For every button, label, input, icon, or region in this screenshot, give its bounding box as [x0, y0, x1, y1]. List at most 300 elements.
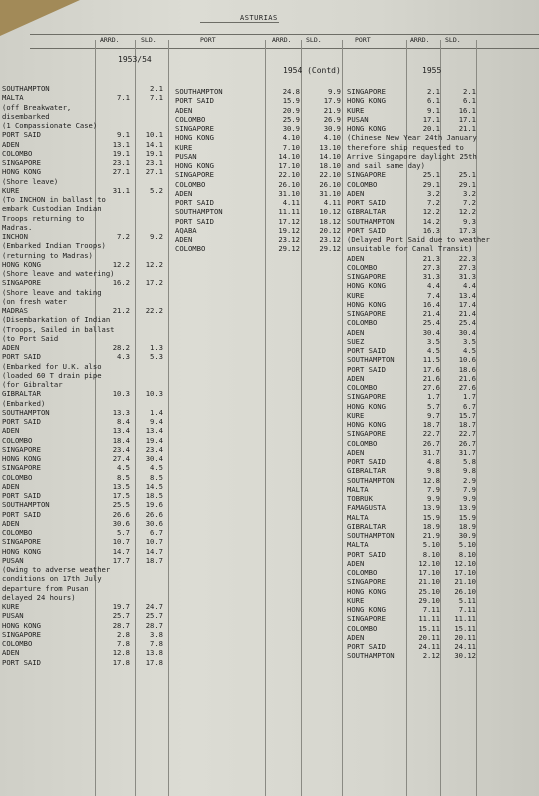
- sailed-date: 7.2: [463, 198, 476, 207]
- schedule-row: [347, 420, 490, 429]
- arrived-date: 31.10: [278, 188, 300, 198]
- schedule-row: [175, 152, 341, 161]
- arrived-date: 27.3: [422, 262, 440, 272]
- schedule-row: [347, 87, 490, 96]
- arrived-date: 13.5: [112, 481, 130, 491]
- schedule-row: [175, 143, 341, 152]
- port-name: COLOMBO: [2, 435, 33, 445]
- arrived-date: [405, 152, 440, 161]
- arrived-date: 2.12: [422, 651, 440, 661]
- schedule-row: [347, 244, 490, 253]
- remark-text: (on fresh water: [2, 296, 67, 306]
- sailed-date: 15.7: [458, 410, 476, 420]
- port-name: MALTA: [347, 484, 369, 494]
- sailed-date: 14.5: [145, 481, 163, 491]
- schedule-row: [2, 491, 163, 500]
- arrived-date: 14.2: [422, 216, 440, 226]
- schedule-row: [2, 297, 163, 306]
- voyage-column-3: [347, 87, 490, 661]
- sailed-date: 18.9: [458, 521, 476, 531]
- port-name: MALTA: [347, 512, 369, 522]
- arrived-date: 15.11: [418, 623, 440, 633]
- port-name: PORT SAID: [347, 364, 386, 374]
- remark-text: (Shore leave): [2, 176, 59, 186]
- schedule-row: [347, 540, 490, 549]
- sailed-date: 22.7: [458, 429, 476, 439]
- remark-text: conditions on 17th July: [2, 574, 102, 584]
- remark-text: (Embarked Indian Troops): [2, 241, 106, 251]
- arrived-date: 22.10: [278, 170, 300, 180]
- port-name: Madras.: [2, 222, 33, 232]
- sailed-date: 7.1: [150, 93, 163, 103]
- port-name: ADEN: [2, 481, 20, 491]
- schedule-row: [347, 614, 490, 623]
- schedule-row: [2, 130, 163, 139]
- arrived-date: 16.2: [112, 278, 130, 288]
- port-name: ADEN: [347, 188, 365, 198]
- port-name: COLOMBO: [347, 383, 378, 392]
- sailed-date: 24.11: [454, 642, 476, 651]
- sailed-date: 6.1: [463, 96, 476, 106]
- remark-text: (Shore leave and watering): [2, 269, 115, 278]
- sailed-date: 13.10: [319, 142, 341, 152]
- arrived-date: 20.1: [422, 124, 440, 133]
- schedule-row: [2, 251, 163, 260]
- sailed-date: 30.4: [145, 454, 163, 463]
- arrived-date: 27.1: [112, 167, 130, 177]
- port-name: HONG KONG: [347, 605, 386, 614]
- port-name: SINGAPORE: [2, 158, 41, 167]
- schedule-row: [347, 106, 490, 115]
- arrived-date: 31.3: [422, 272, 440, 281]
- schedule-row: [2, 565, 163, 574]
- schedule-row: [175, 96, 341, 105]
- schedule-row: [347, 596, 490, 605]
- port-name: COLOMBO: [175, 114, 206, 124]
- port-name: ADEN: [347, 373, 365, 383]
- schedule-row: [347, 143, 490, 152]
- port-name: COLOMBO: [2, 148, 33, 158]
- schedule-row: [2, 445, 163, 454]
- arrived-date: [90, 223, 130, 232]
- sailed-date: 1.3: [150, 343, 163, 352]
- arrived-date: 25.10: [418, 586, 440, 596]
- sailed-date: 27.3: [458, 262, 476, 272]
- remark-text: delayed 24 hours): [2, 592, 76, 602]
- port-name: PUSAN: [2, 611, 24, 621]
- port-name: PORT SAID: [347, 225, 386, 235]
- schedule-row: [2, 241, 163, 250]
- sailed-date: 26.9: [323, 114, 341, 124]
- sailed-date: 19.6: [145, 500, 163, 510]
- sailed-date: 4.10: [323, 133, 341, 143]
- sailed-date: 15.9: [458, 512, 476, 522]
- port-name: HONG KONG: [2, 546, 41, 556]
- port-name: GIBRALTAR: [347, 207, 386, 217]
- sailed-date: 12.2: [145, 259, 163, 269]
- port-name: KURE: [347, 595, 365, 605]
- sailed-date: 30.4: [458, 327, 476, 337]
- port-name: SINGAPORE: [2, 463, 41, 473]
- schedule-row: [2, 658, 163, 667]
- schedule-row: [2, 547, 163, 556]
- port-name: SOUTHAMPTON: [347, 651, 395, 661]
- schedule-row: [2, 408, 163, 417]
- arrived-date: 23.1: [112, 158, 130, 167]
- schedule-row: [347, 272, 490, 281]
- arrived-date: 12.10: [418, 558, 440, 568]
- sailed-date: 24.7: [145, 602, 163, 611]
- port-name: ADEN: [2, 648, 20, 658]
- sailed-date: 12.2: [458, 207, 476, 217]
- sailed-date: 18.6: [458, 364, 476, 374]
- sailed-date: 9.8: [463, 466, 476, 476]
- schedule-row: [347, 254, 490, 263]
- port-name: PORT SAID: [347, 642, 386, 651]
- arrived-date: 14.10: [278, 151, 300, 161]
- arrived-date: 21.4: [422, 309, 440, 318]
- schedule-row: [2, 149, 163, 158]
- schedule-row: [2, 371, 163, 380]
- sailed-date: 18.7: [458, 420, 476, 429]
- arrived-date: 11.5: [422, 355, 440, 365]
- schedule-row: [347, 392, 490, 401]
- arrived-date: 1.7: [427, 392, 440, 402]
- schedule-row: [175, 133, 341, 142]
- sailed-date: 2.1: [463, 87, 476, 96]
- port-name: ADEN: [347, 632, 365, 642]
- sailed-date: 20.12: [319, 225, 341, 235]
- schedule-row: [2, 343, 163, 352]
- sailed-date: 17.3: [458, 225, 476, 235]
- schedule-row: [347, 448, 490, 457]
- arrived-date: 8.5: [117, 472, 130, 482]
- arrived-date: 9.8: [427, 466, 440, 476]
- sailed-date: 17.2: [145, 278, 163, 288]
- sailed-date: 23.1: [145, 158, 163, 167]
- port-name: PORT SAID: [2, 130, 41, 140]
- schedule-row: [2, 84, 163, 93]
- port-name: FAMAGUSTA: [347, 503, 386, 513]
- schedule-row: [347, 476, 490, 485]
- sailed-date: 13.8: [145, 648, 163, 658]
- remark-text: departure from Pusan: [2, 583, 89, 593]
- sailed-date: 7.9: [463, 484, 476, 494]
- arrived-date: 23.12: [278, 235, 300, 244]
- remark-text: (Embarked for U.K. also: [2, 361, 102, 371]
- schedule-row: [347, 633, 490, 642]
- sailed-date: 29.12: [319, 244, 341, 254]
- arrived-date: 5.7: [427, 401, 440, 411]
- arrived-date: 24.11: [418, 642, 440, 651]
- schedule-row: [175, 226, 341, 235]
- schedule-row: [2, 195, 163, 204]
- sailed-date: 14.1: [145, 139, 163, 149]
- schedule-row: [347, 383, 490, 392]
- sailed-date: 18.5: [145, 491, 163, 500]
- remark-text: (off Breakwater,: [2, 102, 72, 112]
- sailed-date: 26.7: [458, 438, 476, 448]
- schedule-row: [347, 115, 490, 124]
- arrived-date: 19.12: [278, 225, 300, 235]
- schedule-row: [347, 374, 490, 383]
- sailed-date: 2.9: [463, 475, 476, 485]
- arrived-date: 24.8: [282, 87, 300, 96]
- arrived-date: 7.9: [427, 484, 440, 494]
- schedule-row: [347, 263, 490, 272]
- sailed-date: 10.7: [145, 537, 163, 547]
- schedule-row: [347, 466, 490, 475]
- port-name: SOUTHAMPTON: [347, 216, 395, 226]
- schedule-row: [2, 574, 163, 583]
- schedule-row: [347, 189, 490, 198]
- schedule-row: [347, 318, 490, 327]
- sailed-date: 25.7: [145, 611, 163, 621]
- arrived-date: 18.4: [112, 435, 130, 445]
- port-name: INCHON: [2, 232, 28, 241]
- arrived-date: 17.5: [112, 491, 130, 500]
- arrived-date: 10.7: [112, 537, 130, 547]
- sailed-date: 4.4: [463, 281, 476, 291]
- port-name: SINGAPORE: [2, 629, 41, 639]
- arrived-date: 11.11: [418, 614, 440, 624]
- sailed-date: 21.6: [458, 373, 476, 383]
- schedule-row: [347, 494, 490, 503]
- port-name: SINGAPORE: [175, 170, 214, 180]
- arrived-date: 13.4: [112, 426, 130, 436]
- sailed-date: 11.11: [454, 614, 476, 624]
- arrived-date: 25.9: [282, 114, 300, 124]
- schedule-row: [347, 152, 490, 161]
- arrived-date: 17.12: [278, 216, 300, 226]
- arrived-date: 31.7: [422, 447, 440, 457]
- arrived-date: 27.4: [112, 454, 130, 463]
- port-name: Troops returning to: [2, 213, 85, 223]
- arrived-date: 4.8: [427, 457, 440, 466]
- arrived-date: 14.7: [112, 546, 130, 556]
- sailed-date: 14.10: [319, 151, 341, 161]
- arrived-date: 30.9: [282, 124, 300, 133]
- schedule-row: [2, 630, 163, 639]
- remark-text: therefore ship requested to: [347, 142, 464, 152]
- sailed-date: 4.5: [150, 463, 163, 473]
- sailed-date: 17.9: [323, 96, 341, 106]
- arrived-date: 30.4: [422, 327, 440, 337]
- schedule-row: [347, 587, 490, 596]
- port-name: PORT SAID: [175, 216, 214, 226]
- port-name: GIBRALTAR: [347, 466, 386, 476]
- arrived-date: 8.4: [117, 417, 130, 426]
- port-name: SINGAPORE: [347, 87, 386, 96]
- sailed-date: 31.3: [458, 272, 476, 281]
- arrived-date: 18.7: [422, 420, 440, 429]
- schedule-row: [2, 103, 163, 112]
- sailed-date: 30.9: [458, 531, 476, 540]
- schedule-row: [175, 198, 341, 207]
- year-label-col3: 1955: [422, 66, 442, 75]
- arrived-date: 7.8: [117, 639, 130, 648]
- port-name: ADEN: [347, 327, 365, 337]
- arrived-date: 28.2: [112, 343, 130, 352]
- port-name: SOUTHAMPTON: [175, 87, 223, 96]
- schedule-row: [347, 513, 490, 522]
- schedule-row: [347, 226, 490, 235]
- folded-corner: [0, 0, 80, 36]
- port-name: SINGAPORE: [175, 124, 214, 133]
- port-name: HONG KONG: [347, 96, 386, 106]
- remark-text: (Delayed Port Said due to weather: [347, 235, 490, 244]
- ship-title: ASTURIAS: [240, 14, 278, 22]
- schedule-row: [2, 223, 163, 232]
- header-port-3: PORT: [355, 36, 371, 44]
- schedule-row: [347, 411, 490, 420]
- port-name: SINGAPORE: [347, 429, 386, 439]
- arrived-date: 26.6: [112, 509, 130, 519]
- remark-text: (To INCHON in ballast to: [2, 195, 106, 204]
- schedule-row: [175, 106, 341, 115]
- sailed-date: 21.9: [323, 105, 341, 115]
- port-name: COLOMBO: [347, 262, 378, 272]
- sailed-date: 19.1: [145, 148, 163, 158]
- sailed-date: 22.2: [145, 306, 163, 315]
- port-name: HONG KONG: [2, 167, 41, 177]
- remark-text: (1 Compassionate Case): [2, 121, 98, 130]
- arrived-date: 7.10: [282, 142, 300, 152]
- port-name: ADEN: [347, 253, 365, 263]
- port-name: ADEN: [2, 426, 20, 436]
- schedule-row: [347, 180, 490, 189]
- schedule-row: [2, 584, 163, 593]
- port-name: PUSAN: [175, 151, 197, 161]
- port-name: ADEN: [2, 518, 20, 528]
- arrived-date: 2.1: [427, 87, 440, 96]
- schedule-row: [2, 380, 163, 389]
- sailed-date: 3.2: [463, 188, 476, 198]
- remark-text: embark Custodian Indian: [2, 204, 102, 214]
- port-name: GIBRALTAR: [2, 389, 41, 399]
- arrived-date: 20.11: [418, 632, 440, 642]
- sailed-date: 31.7: [458, 447, 476, 457]
- port-name: HONG KONG: [2, 259, 41, 269]
- port-name: ADEN: [175, 235, 193, 244]
- year-label-col2: 1954 (Contd): [283, 66, 341, 75]
- arrived-date: 15.9: [282, 96, 300, 106]
- arrived-date: 13.9: [422, 503, 440, 513]
- schedule-row: [347, 124, 490, 133]
- remark-text: (Chinese New Year 24th January: [347, 133, 477, 143]
- sailed-date: 5.8: [463, 457, 476, 466]
- schedule-row: [2, 611, 163, 620]
- port-name: SOUTHAMPTON: [2, 407, 50, 417]
- arrived-date: 27.6: [422, 383, 440, 392]
- sailed-date: 15.11: [454, 623, 476, 633]
- arrived-date: 22.7: [422, 429, 440, 439]
- sailed-date: 25.1: [458, 170, 476, 180]
- port-name: PORT SAID: [347, 457, 386, 466]
- remark-text: (to Port Said: [2, 333, 59, 343]
- sailed-date: 4.11: [323, 198, 341, 207]
- sailed-date: [440, 152, 476, 161]
- port-name: COLOMBO: [175, 244, 206, 254]
- schedule-row: [2, 334, 163, 343]
- sailed-date: 2.1: [150, 84, 163, 93]
- sailed-date: 3.5: [463, 336, 476, 346]
- schedule-row: [2, 158, 163, 167]
- arrived-date: 18.9: [422, 521, 440, 531]
- sailed-date: 17.10: [454, 568, 476, 577]
- port-name: ADEN: [347, 447, 365, 457]
- port-name: SINGAPORE: [347, 170, 386, 180]
- sailed-date: 1.4: [150, 407, 163, 417]
- port-name: ADEN: [175, 105, 193, 115]
- schedule-row: [2, 426, 163, 435]
- remark-text: (loaded 60 T drain pipe: [2, 370, 102, 380]
- remark-text: (Disembarkation of Indian: [2, 315, 111, 325]
- sailed-date: 5.3: [150, 352, 163, 362]
- arrived-date: 12.8: [422, 475, 440, 485]
- schedule-row: [347, 346, 490, 355]
- arrived-date: 17.8: [112, 657, 130, 667]
- arrived-date: 5.10: [422, 540, 440, 550]
- sailed-date: 16.1: [458, 105, 476, 115]
- schedule-row: [347, 291, 490, 300]
- schedule-row: [2, 463, 163, 472]
- sailed-date: 26.6: [145, 509, 163, 519]
- header-sld-2: SLD.: [306, 36, 322, 44]
- remark-text: (Embarked): [2, 398, 46, 408]
- arrived-date: 4.10: [282, 133, 300, 143]
- schedule-row: [175, 235, 341, 244]
- arrived-date: 19.7: [112, 602, 130, 611]
- sailed-date: 21.10: [454, 577, 476, 587]
- port-name: HONG KONG: [347, 299, 386, 309]
- arrived-date: 17.6: [422, 364, 440, 374]
- schedule-row: [347, 605, 490, 614]
- schedule-row: [2, 482, 163, 491]
- sailed-date: 9.3: [463, 216, 476, 226]
- sailed-date: 10.1: [145, 130, 163, 140]
- sailed-date: 30.9: [323, 124, 341, 133]
- sailed-date: 10.12: [319, 207, 341, 217]
- arrived-date: 6.1: [427, 96, 440, 106]
- arrived-date: [90, 84, 130, 93]
- schedule-row: [347, 429, 490, 438]
- port-name: ADEN: [347, 558, 365, 568]
- arrived-date: 17.10: [418, 568, 440, 577]
- schedule-row: [2, 288, 163, 297]
- arrived-date: 20.9: [282, 105, 300, 115]
- column-rule: [168, 40, 169, 796]
- port-name: SOUTHAMPTON: [175, 207, 223, 217]
- schedule-row: [2, 232, 163, 241]
- arrived-date: 8.10: [422, 549, 440, 559]
- schedule-row: [2, 500, 163, 509]
- remark-text: unsuitable for Canal Transit): [347, 244, 473, 254]
- sailed-date: 1.7: [463, 392, 476, 402]
- port-name: COLOMBO: [347, 568, 378, 577]
- port-name: PORT SAID: [2, 417, 41, 426]
- port-name: HONG KONG: [347, 586, 386, 596]
- arrived-date: 28.7: [112, 620, 130, 630]
- column-rule: [342, 40, 343, 796]
- sailed-date: 14.7: [145, 546, 163, 556]
- sailed-date: 17.8: [145, 657, 163, 667]
- port-name: PORT SAID: [347, 346, 386, 355]
- schedule-row: [175, 161, 341, 170]
- arrived-date: 4.5: [427, 346, 440, 355]
- schedule-row: [2, 177, 163, 186]
- sailed-date: 30.12: [454, 651, 476, 661]
